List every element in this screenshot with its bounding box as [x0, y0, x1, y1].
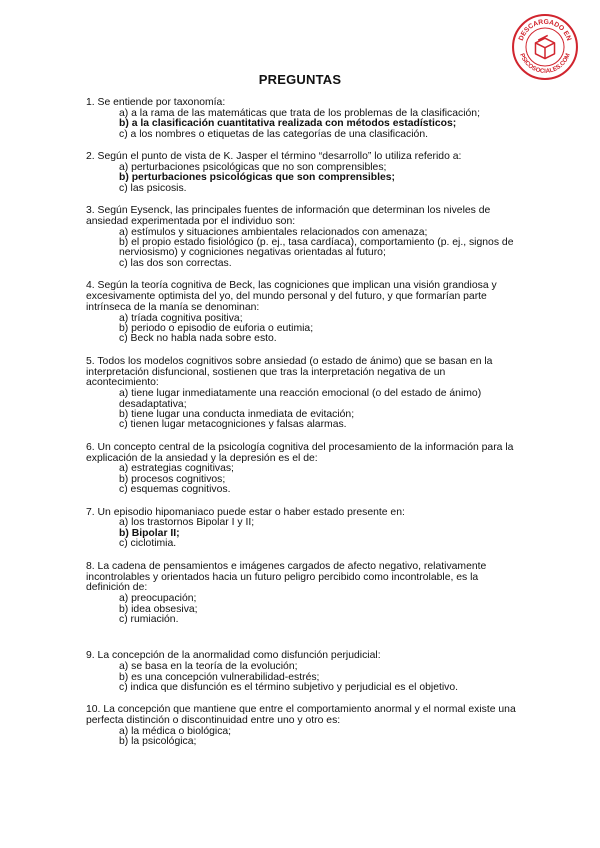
answer-option: a) estímulos y situaciones ambientales relacionados con amenaza; — [119, 226, 428, 238]
answer-option-correct: b) Bipolar II; — [119, 527, 180, 539]
answer-option: c) tienen lugar metacogniciones y falsas alarmas. — [119, 419, 347, 431]
answer-option: c) rumiación. — [119, 613, 179, 625]
answer-option: a) preocupación; — [119, 593, 197, 605]
answer-option: c) a los nombres o etiquetas de las categorías de una clasificación. — [119, 128, 429, 140]
answer-option: c) las dos son correctas. — [119, 257, 232, 269]
question-text: 5. Todos los modelos cognitivos sobre ansiedad (o estado de ánimo) que se basan en la interpretación disfuncional, sostienen que tras la interpretación negativa de un acontecimiento: — [86, 355, 493, 389]
question-block — [86, 651, 518, 693]
question-text: 8. La cadena de pensamientos e imágenes cargados de afecto negativo, relativamente incontrolables y orientados hacia un futuro peligro percibido como incontrolable, es la definición de: — [86, 560, 487, 594]
answer-option: a) la médica o biológica; — [119, 725, 232, 737]
download-stamp-logo — [511, 13, 579, 81]
answer-option: c) Beck no habla nada sobre esto. — [119, 333, 277, 345]
question-block — [86, 357, 518, 431]
question-text: 3. Según Eysenck, las principales fuentes de información que determinan los niveles de ansiedad experimentada por el individuo son: — [86, 205, 491, 227]
answer-option: a) se basa en la teoría de la evolución; — [119, 661, 298, 673]
stamp-bottom-text: PSICOSOCIALES.COM — [518, 52, 572, 75]
question-block — [86, 508, 518, 550]
answer-option: b) es una concepción vulnerabilidad-estrés; — [119, 671, 320, 683]
question-block — [86, 443, 518, 496]
answer-option: b) el propio estado fisiológico (p. ej., tasa cardíaca), comportamiento (p. ej., signos de nerviosismo) y cogniciones negativas orientadas al futuro; — [119, 237, 514, 259]
question-block — [86, 562, 518, 626]
answer-option: b) periodo o episodio de euforia o eutimia; — [119, 323, 314, 335]
stamp-top-text: DESCARGADO EN — [517, 18, 573, 42]
answer-option: b) la psicológica; — [119, 736, 197, 748]
question-block — [86, 206, 518, 269]
answer-option-correct: b) perturbaciones psicológicas que son comprensibles; — [119, 172, 395, 184]
question-text: 7. Un episodio hipomaniaco puede estar o haber estado presente en: — [86, 506, 405, 518]
question-text: 10. La concepción que mantiene que entre el comportamiento anormal y el normal existe una perfecta distinción o discontinuidad entre uno y otro es: — [86, 704, 516, 727]
question-block — [86, 152, 518, 194]
answer-option: b) tiene lugar una conducta inmediata de evitación; — [119, 409, 355, 421]
answer-option: a) perturbaciones psicológicas que no son comprensibles; — [119, 161, 387, 173]
answer-option: a) a la rama de las matemáticas que trata de los problemas de la clasificación; — [119, 107, 480, 119]
page-title: PREGUNTAS — [258, 72, 342, 87]
answer-option: b) procesos cognitivos; — [119, 473, 226, 485]
answer-option: a) estrategias cognitivas; — [119, 463, 234, 475]
question-text: 6. Un concepto central de la psicología cognitiva del procesamiento de la información para la explicación de la ansiedad y la depresión es el de: — [86, 441, 514, 464]
question-block — [86, 98, 518, 140]
answer-option: a) tríada cognitiva positiva; — [119, 312, 243, 324]
answer-option: c) ciclotimia. — [119, 538, 177, 550]
question-list — [86, 98, 518, 760]
answer-option: c) las psicosis. — [119, 182, 187, 194]
question-text: 1. Se entiende por taxonomía: — [86, 97, 226, 108]
box-icon — [535, 35, 554, 58]
question-text: 2. Según el punto de vista de K. Jasper el término “desarrollo” lo utiliza referido a: — [86, 151, 462, 163]
question-text: 4. Según la teoría cognitiva de Beck, las cogniciones que implican una visión grandiosa y excesivamente optimista del yo, del mundo personal y del futuro, y que formarían parte intrínseca de la manía se denominan: — [86, 280, 497, 313]
question-text: 9. La concepción de la anormalidad como disfunción perjudicial: — [86, 650, 381, 662]
answer-option: b) idea obsesiva; — [119, 603, 198, 615]
answer-option: a) tiene lugar inmediatamente una reacción emocional (o del estado de ánimo) desadaptativa; — [119, 388, 482, 410]
answer-option: c) esquemas cognitivos. — [119, 484, 231, 496]
question-block — [86, 705, 518, 747]
answer-option: c) indica que disfunción es el término subjetivo y perjudicial es el objetivo. — [119, 681, 459, 693]
question-block — [86, 281, 518, 345]
answer-option: a) los trastornos Bipolar I y II; — [119, 517, 255, 529]
answer-option-correct: b) a la clasificación cuantitativa realizada con métodos estadísticos; — [119, 118, 457, 130]
